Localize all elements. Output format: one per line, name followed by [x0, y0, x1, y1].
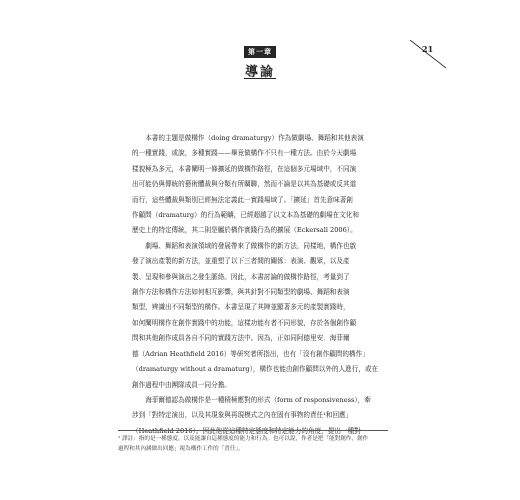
- paragraph-2: 劇場、舞蹈和表演領域的發展帶來了做構作的新方法，同樣地，構作也啟 發了演出產製的新方法，並重塑了以下三者間的關係：表演、觀眾，以及產 製、呈現和參與演出之發生脈絡。因此，本書討論的做構作路徑，考量到了 創作方法和構作方法如何相互影響，與其針對不同類型的劇場、舞蹈和表演 類型，辨識出不同類型的構作。本書呈現了其陣並顯著多元的產製實踐時， 如何闡明構作在創作實踐中的功能，這樣功能有者不同形貌，存於各個創作顧 問和其他創作成員各自不同的實踐方法中。因為，正如同阿德里安．海菲爾 德（Adrian Heathfield 2016）等研究者所指出，也有「沒有創作顧問的構作」 （dramaturgy without a dramaturg），構作也能由創作顧問以外的人進行，或在 創作過程中由團隊成員一同分擔。: [132, 241, 379, 389]
- body-text: [132, 131, 398, 439]
- corner-decoration: [408, 40, 448, 68]
- chapter-title: 導論: [244, 65, 275, 80]
- paragraph-1: 本書的主題是做構作（doing dramaturgy）作為做劇場、舞蹈和其他表演 的一種實踐，或說，多種實踐——畢竟做構作不只有一種方法。由於今天劇場 樣貌極為多元，本書闡明一條擴延的做構作路徑，在這個多元場域中，不同演 出可能仍與傳統的藝術體裁與分類有所關聯，然而不論是以其為基礎或反其道 而行，這些體裁與類別已經無法定義此一實踐場域了。「擴延」首先意味著創 作顧問（dramaturg）的行為範疇，已經超越了以文本為基礎的劇場在文化和 歷史上的特定傳統，其二則是屬於構作實踐行為的擴展（Eckersall 2006）。: [132, 134, 364, 235]
- chapter-badge: 第一章: [244, 46, 276, 58]
- title-rule: [244, 78, 276, 79]
- paragraph-3: 海菲爾德認為做構作是一種積極應對的形式（form of responsiveness），牽 涉到「對特定演出，以及其現象與再現模式之內在固有事物的責任¹和回應」 （Heathfield 2016）。因此他從這種特定態度和特定能力的角度，提出一種對: [132, 395, 371, 435]
- footnote-rule: [118, 430, 388, 431]
- footnote: ¹ 譯註：指的是一種態度，以及能讓自這種態度的能力和行為。也可以說，作者是把「能對創作，創作 過程和其內涵做出回應」視為構作工作的「責任」。: [118, 436, 369, 452]
- page-number: 21: [422, 44, 434, 54]
